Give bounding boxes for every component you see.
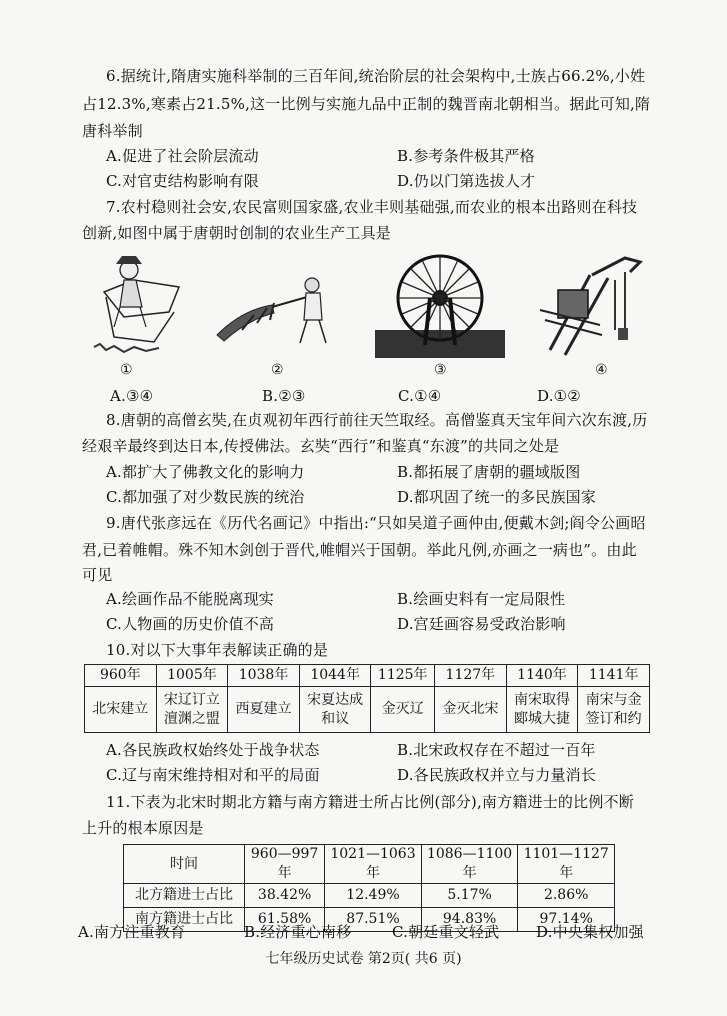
value-cell: 87.51% (325, 908, 422, 932)
q8-option-c: C.都加强了对少数民族的统治 (106, 488, 305, 506)
q9-line2: 君,已着帷帽。殊不知木剑创于晋代,帷帽兴于国朝。举此凡例,亦画之一病也”。由此 (82, 541, 637, 559)
q6-option-c: C.对官吏结构影响有限 (106, 172, 259, 190)
q11-option-c: C.朝廷重文轻武 (392, 923, 500, 941)
q9-option-d: D.宫廷画容易受政治影响 (397, 615, 566, 633)
value-cell: 5.17% (421, 884, 518, 908)
table-row (124, 884, 615, 908)
header-cell: 时间 (124, 845, 245, 884)
value-cell: 94.83% (421, 908, 518, 932)
year-cell: 1127年 (435, 665, 507, 687)
event-text: 签订和约 (585, 710, 642, 727)
header-cell: 1101—1127年 (518, 845, 615, 884)
q7-option-b: B.②③ (262, 387, 306, 405)
q9-option-a: A.绘画作品不能脱离现实 (106, 590, 275, 608)
q8-option-d: D.都巩固了统一的多民族国家 (397, 488, 597, 506)
header-cell: 960—997年 (245, 845, 325, 884)
event-cell (435, 687, 507, 733)
event-cell (228, 687, 300, 733)
event-cell (156, 687, 228, 733)
year-cell: 1125年 (371, 665, 435, 687)
q6-option-d: D.仍以门第选拔人才 (397, 172, 536, 190)
q10-option-a: A.各民族政权始终处于战争状态 (106, 741, 320, 759)
q10-timeline-table (84, 664, 650, 733)
value-cell: 97.14% (518, 908, 615, 932)
q7-line1: 7.农村稳则社会安,农民富则国家盛,农业丰则基础强,而农业的根本出路则在科技 (106, 198, 638, 216)
year-cell: 1005年 (156, 665, 228, 687)
tool-label-2: ② (271, 362, 284, 378)
event-text: 宋夏达成 (307, 691, 364, 708)
value-cell: 38.42% (245, 884, 325, 908)
event-text: 金灭北宋 (442, 701, 499, 717)
event-text: 金灭辽 (381, 701, 424, 717)
q10-option-c: C.辽与南宋维持相对和平的局面 (106, 766, 320, 784)
value-cell: 12.49% (325, 884, 422, 908)
q11-line2: 上升的根本原因是 (82, 819, 204, 837)
q10-event-row (85, 687, 650, 733)
q6-line2: 占12.3%,寒素占21.5%,这一比例与实施九品中正制的魏晋南北朝相当。据此可知,隋 (82, 95, 651, 113)
q6-option-b: B.参考条件极其严格 (397, 147, 535, 165)
event-cell (299, 687, 371, 733)
event-cell (371, 687, 435, 733)
event-cell (506, 687, 578, 733)
event-text: 北宋建立 (92, 701, 149, 717)
q9-line1: 9.唐代张彦远在《历代名画记》中指出:“只如吴道子画仲由,便戴木剑;阎令公画昭 (106, 514, 646, 532)
q8-line1: 8.唐朝的高僧玄奘,在贞观初年西行前往天竺取经。高僧鉴真天宝年间六次东渡,历 (106, 411, 648, 429)
row-label-cell: 南方籍进士占比 (124, 908, 245, 932)
header-cell: 1021—1063年 (325, 845, 422, 884)
event-text: 郾城大捷 (513, 710, 570, 727)
event-text: 宋辽订立 (163, 691, 220, 708)
q11-option-a: A.南方注重教育 (78, 923, 186, 941)
q9-line3: 可见 (82, 566, 113, 584)
header-cell: 1086—1100年 (421, 845, 518, 884)
value-cell: 61.58% (245, 908, 325, 932)
event-cell (85, 687, 157, 733)
tool-image-3 (370, 250, 510, 362)
event-text: 和议 (321, 710, 350, 727)
q10-year-row (85, 665, 650, 687)
year-cell: 1044年 (299, 665, 371, 687)
year-cell: 1038年 (228, 665, 300, 687)
tool-image-4 (530, 250, 655, 358)
q6-option-a: A.促进了社会阶层流动 (106, 147, 259, 165)
q7-line2: 创新,如图中属于唐朝时创制的农业生产工具是 (82, 224, 391, 242)
q10-line1: 10.对以下大事年表解读正确的是 (106, 641, 329, 659)
q8-line2: 经艰辛最终到达日本,传授佛法。玄奘“西行”和鉴真“东渡”的共同之处是 (82, 437, 560, 455)
q9-option-c: C.人物画的历史价值不高 (106, 615, 275, 633)
q11-option-d: D.中央集权加强 (536, 923, 644, 941)
year-cell: 1141年 (578, 665, 650, 687)
event-cell (578, 687, 650, 733)
page-footer: 七年级历史试卷 第2页( 共6 页) (265, 951, 462, 967)
tool-image-1 (84, 252, 194, 360)
event-text: 西夏建立 (235, 701, 292, 717)
q8-option-a: A.都扩大了佛教文化的影响力 (106, 463, 305, 481)
tool-label-1: ① (120, 362, 133, 378)
event-text: 澶渊之盟 (163, 710, 220, 727)
q8-option-b: B.都拓展了唐朝的疆域版图 (397, 463, 581, 481)
event-text: 南宋取得 (513, 691, 570, 708)
row-label-cell: 北方籍进士占比 (124, 884, 245, 908)
q11-line1: 11.下表为北宋时期北方籍与南方籍进士所占比例(部分),南方籍进士的比例不断 (106, 793, 634, 811)
q11-header-row (124, 845, 615, 884)
q7-option-c: C.①④ (398, 387, 442, 405)
tool-label-3: ③ (434, 362, 447, 378)
q10-option-d: D.各民族政权并立与力量消长 (397, 766, 597, 784)
tool-label-4: ④ (595, 362, 608, 378)
q6-line1: 6.据统计,隋唐实施科举制的三百年间,统治阶层的社会架构中,士族占66.2%,小姓 (106, 67, 646, 85)
q10-option-b: B.北宋政权存在不超过一百年 (397, 741, 596, 759)
value-cell: 2.86% (518, 884, 615, 908)
q11-data-table (123, 844, 615, 932)
event-text: 南宋与金 (585, 691, 642, 708)
q7-option-d: D.①② (537, 387, 581, 405)
year-cell: 960年 (85, 665, 157, 687)
q11-option-b: B.经济重心南移 (244, 923, 352, 941)
q9-option-b: B.绘画史料有一定局限性 (397, 590, 566, 608)
year-cell: 1140年 (506, 665, 578, 687)
tool-image-2 (212, 275, 337, 350)
q7-option-a: A.③④ (110, 387, 154, 405)
q6-line3: 唐科举制 (82, 122, 143, 140)
